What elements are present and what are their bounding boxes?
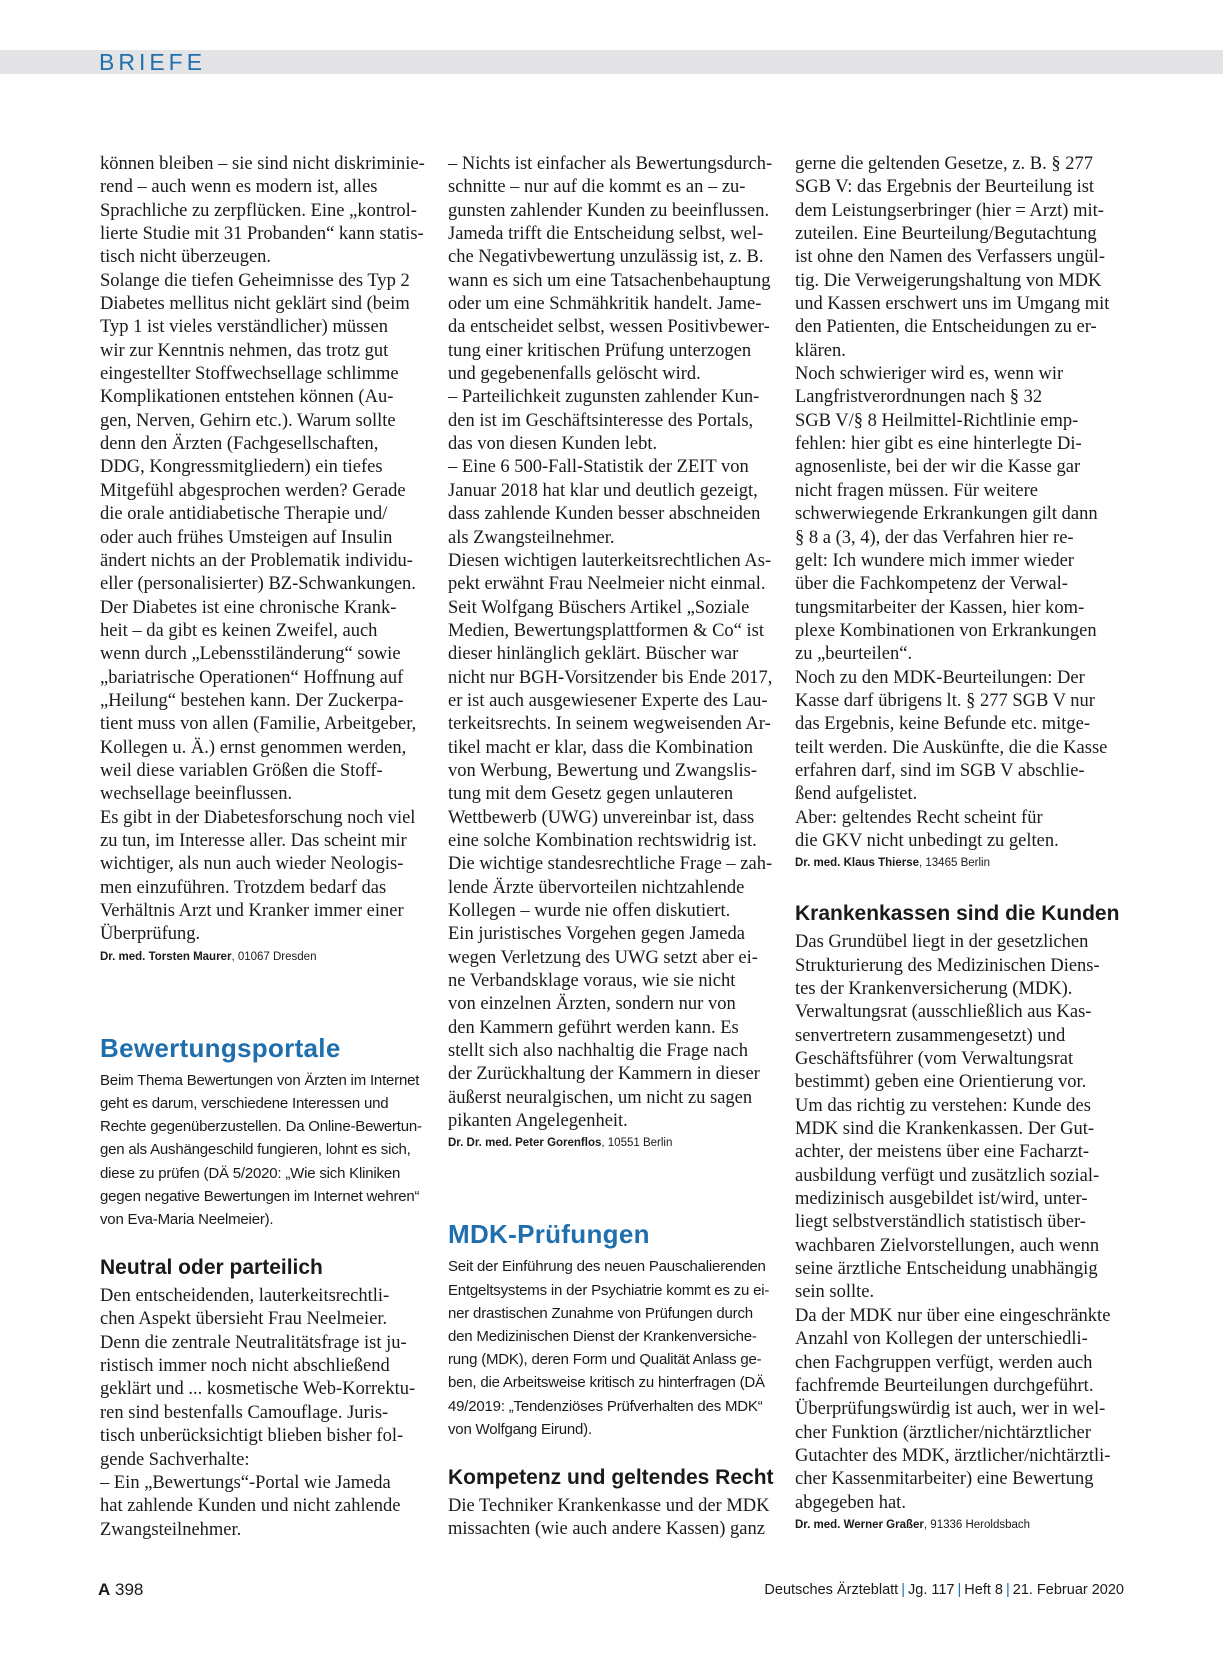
text-line: wenn durch „Lebensstiländerung“ sowie (100, 644, 401, 665)
text-line: Noch schwieriger wird es, wenn wir (795, 364, 1064, 385)
text-line: schnitte – nur auf die kommt es an – zu- (448, 177, 746, 198)
text-line: MDK sind die Krankenkassen. Der Gut- (795, 1119, 1095, 1140)
letter-maurer-body (100, 153, 440, 947)
text-line: rung (MDK), deren Form und Qualität Anlass ge- (448, 1351, 762, 1369)
text-line: er ist auch ausgewiesener Experte des Lau- (448, 690, 768, 711)
text-line: Aber: geltendes Recht scheint für (795, 807, 1043, 828)
letter-tk-body (448, 1495, 780, 1542)
text-line: 49/2019: „Tendenziöses Prüfverhalten des MDK“ (448, 1397, 763, 1415)
topic-lead (448, 1255, 780, 1441)
text-line: oder auch frühes Umsteigen auf Insulin (100, 527, 393, 548)
text-line: SGB V: das Ergebnis der Beurteilung ist (795, 177, 1095, 198)
journal-footer: Deutsches Ärzteblatt | Jg. 117 | Heft 8 | 21. Februar 2020 (764, 1582, 1124, 1598)
text-line: der Zurückhaltung der Kammern in dieser (448, 1064, 760, 1085)
text-line: – Nichts ist einfacher als Bewertungsdurch- (448, 154, 773, 174)
page-number: A 398 (98, 1580, 144, 1599)
text-line: Strukturierung des Medizinischen Diens- (795, 955, 1100, 976)
text-line: senvertretern zusammengesetzt) und (795, 1025, 1066, 1046)
text-line: tungsmitarbeiter der Kassen, hier kom- (795, 597, 1085, 618)
text-line: plexe Kombinationen von Erkrankungen (795, 620, 1097, 641)
text-line: können bleiben – sie sind nicht diskriminie- (100, 154, 425, 174)
text-line: lende Ärzte übervorteilen nichtzahlende (448, 877, 745, 898)
text-line: tung einer kritischen Prüfung unterzogen (448, 340, 752, 361)
text-line: tes der Krankenversicherung (MDK). (795, 979, 1073, 999)
text-line: zuteilen. Eine Beurteilung/Begutachtung (795, 224, 1097, 245)
text-line: achter, der meistens über eine Facharzt- (795, 1142, 1090, 1163)
text-line: die GKV nicht unbedingt zu gelten. (795, 830, 1059, 851)
column-1 (100, 153, 440, 1542)
column-3 (795, 153, 1125, 1533)
text-line: den Patienten, die Entscheidungen zu er- (795, 317, 1097, 338)
text-line: wachbaren Zielvorstellungen, auch wenn (795, 1235, 1100, 1256)
text-line: von einzelnen Ärzten, sondern nur von (448, 994, 736, 1015)
letter-signature: Dr. med. Klaus Thierse, 13465 Berlin (795, 857, 990, 870)
letter-signature: Dr. med. Torsten Maurer, 01067 Dresden (100, 950, 317, 963)
text-line: tikel macht er klar, dass die Kombination (448, 737, 753, 758)
text-line: als Zwangsteilnehmer. (448, 527, 615, 548)
text-line: Die wichtige standesrechtliche Frage – zah- (448, 854, 773, 875)
text-line: Typ 1 ist vieles verständlicher) müssen (100, 317, 388, 338)
text-line: Jameda trifft die Entscheidung selbst, wel- (448, 224, 764, 245)
text-line: gen als Aushängeschild fungieren, lohnt es sich, (100, 1141, 411, 1159)
text-line: rend – auch wenn es modern ist, alles (100, 177, 378, 198)
text-line: Es gibt in der Diabetesforschung noch viel (100, 807, 416, 828)
text-line: Diabetes mellitus nicht geklärt sind (beim (100, 294, 410, 315)
letter-thierse-body (795, 153, 1125, 853)
journal-date: 21. Februar 2020 (1012, 1582, 1124, 1598)
text-line: den Medizinischen Dienst der Krankenversiche- (448, 1328, 757, 1346)
text-line: abgegeben hat. (795, 1492, 906, 1513)
text-line: gelt: Ich wundere mich immer wieder (795, 550, 1074, 571)
text-line: wichtiger, als nun auch wieder Neologis- (100, 854, 404, 875)
text-line: bestimmt) geben eine Orientierung vor. (795, 1072, 1087, 1093)
text-line: da entscheidet selbst, wessen Positivbewer- (448, 317, 770, 338)
text-line: nicht fragen müssen. Für weitere (795, 480, 1038, 501)
text-line: tisch nicht überzeugen. (100, 247, 272, 268)
letter-neelmeier-body (100, 1285, 440, 1542)
text-line: Denn die zentrale Neutralitätsfrage ist ju- (100, 1332, 407, 1353)
text-line: seine ärztliche Entscheidung unabhängig (795, 1259, 1098, 1280)
text-line: teilt werden. Die Auskünfte, die die Kasse (795, 737, 1108, 758)
text-line: Solange die tiefen Geheimnisse des Typ 2 (100, 270, 410, 291)
text-line: che Negativbewertung unzulässig ist, z. B. (448, 247, 764, 268)
text-line: klären. (795, 340, 846, 361)
letter-heading: Neutral oder parteilich (100, 1256, 323, 1280)
text-line: Überprüfung. (100, 924, 201, 945)
text-line: und Kassen erschwert uns im Umgang mit (795, 294, 1110, 315)
text-line: äußerst neuralgischen, um nicht zu sagen (448, 1087, 753, 1108)
text-line: gerne die geltenden Gesetze, z. B. § 277 (795, 154, 1093, 174)
text-line: Noch zu den MDK-Beurteilungen: Der (795, 667, 1085, 688)
text-line: tig. Die Verweigerungshaltung von MDK (795, 270, 1102, 291)
text-line: cher Kassenmitarbeiter) eine Bewertung (795, 1469, 1094, 1490)
text-line: das Ergebnis, keine Befunde etc. mitge- (795, 714, 1091, 735)
text-line: ändert nichts an der Problematik individu- (100, 550, 413, 571)
text-line: liegt selbstverständlich statistisch über- (795, 1212, 1086, 1233)
text-line: Beim Thema Bewertungen von Ärzten im Internet (100, 1071, 420, 1089)
text-line: Rechte gegenüberzustellen. Da Online-Bewertun- (100, 1118, 422, 1136)
text-line: gegen negative Bewertungen im Internet wehren“ (100, 1187, 420, 1205)
text-line: Mitgefühl abgesprochen werden? Gerade (100, 480, 406, 501)
text-line: gen, Nerven, Gehirn etc.). Warum sollte (100, 410, 396, 431)
text-line: agnosenliste, bei der wir die Kasse gar (795, 457, 1081, 478)
text-line: § 8 a (3, 4), der das Verfahren hier re- (795, 527, 1074, 548)
text-line: Da der MDK nur über eine eingeschränkte (795, 1305, 1111, 1326)
text-line: nicht nur BGH-Vorsitzender bis Ende 2017, (448, 667, 773, 688)
text-line: zu „beurteilen“. (795, 644, 913, 665)
text-line: Das Grundübel liegt in der gesetzlichen (795, 932, 1089, 953)
text-line: chen Fachgruppen verfügt, werden auch (795, 1352, 1093, 1373)
topic-heading: MDK-Prüfungen (448, 1219, 650, 1250)
text-line: ausbildung verfügt und zusätzlich sozial- (795, 1165, 1100, 1186)
text-line: Der Diabetes ist eine chronische Krank- (100, 597, 397, 618)
text-line: ben, die Arbeitsweise kritisch zu hinterfragen (DÄ (448, 1374, 765, 1392)
text-line: Wettbewerb (UWG) unvereinbar ist, dass (448, 807, 755, 828)
text-line: – Ein „Bewertungs“-Portal wie Jameda (100, 1472, 391, 1493)
text-line: fachfremde Beurteilungen durchgeführt. (795, 1375, 1094, 1396)
text-line: dem Leistungserbringer (hier = Arzt) mit- (795, 200, 1104, 221)
text-line: gunsten zahlender Kunden zu beeinflussen. (448, 200, 770, 221)
text-line: hat zahlende Kunden und nicht zahlende (100, 1496, 401, 1517)
text-line: tient muss von allen (Familie, Arbeitgeber, (100, 714, 417, 735)
text-line: Komplikationen entstehen können (Au- (100, 387, 394, 408)
text-line: und gegebenenfalls gelöscht wird. (448, 364, 701, 385)
text-line: über die Fachkompetenz der Verwal- (795, 574, 1068, 595)
text-line: – Eine 6 500-Fall-Statistik der ZEIT von (448, 457, 749, 478)
text-line: medizinisch ausgebildet ist/wird, unter- (795, 1189, 1088, 1210)
text-line: lierte Studie mit 31 Probanden“ kann statis- (100, 224, 424, 245)
text-line: wechsellage beeinflussen. (100, 784, 293, 805)
text-line: schwerwiegende Erkrankungen gilt dann (795, 504, 1098, 525)
text-line: Anzahl von Kollegen der unterschiedli- (795, 1329, 1088, 1350)
text-line: ristisch immer noch nicht abschließend (100, 1356, 390, 1377)
text-line: eine solche Kombination rechtswidrig ist. (448, 830, 757, 851)
text-line: eller (personalisierter) BZ-Schwankungen. (100, 574, 416, 595)
text-line: „bariatrische Operationen“ Hoffnung auf (100, 667, 404, 688)
text-line: missachten (wie auch andere Kassen) ganz (448, 1519, 765, 1540)
text-line: pekt erwähnt Frau Neelmeier nicht einmal. (448, 574, 766, 595)
text-line: Geschäftsführer (vom Verwaltungsrat (795, 1049, 1074, 1070)
text-line: Um das richtig zu verstehen: Kunde des (795, 1095, 1091, 1116)
text-line: Entgeltsystems in der Psychiatrie kommt es zu ei- (448, 1281, 770, 1299)
text-line: – Parteilichkeit zugunsten zahlender Kun- (448, 387, 760, 408)
text-line: oder um eine Schmähkritik handelt. Jame- (448, 294, 762, 315)
text-line: Überprüfungswürdig ist auch, wer in wel- (795, 1399, 1106, 1420)
text-line: „Heilung“ bestehen kann. Der Zuckerpa- (100, 690, 404, 711)
text-line: das von diesen Kunden lebt. (448, 434, 658, 455)
text-line: Die Techniker Krankenkasse und der MDK (448, 1496, 770, 1517)
letter-gorenflos-body (448, 153, 780, 1133)
text-line: dass zahlende Kunden besser abschneiden (448, 504, 761, 525)
topic-heading: Bewertungsportale (100, 1032, 341, 1063)
text-line: ßend aufgelistet. (795, 784, 918, 805)
letter-signature: Dr. med. Werner Graßer, 91336 Heroldsbach (795, 1518, 1031, 1531)
text-line: den Kammern geführt werden kann. Es (448, 1017, 739, 1038)
text-line: Langfristverordnungen nach § 32 (795, 387, 1043, 408)
topic-lead (100, 1069, 440, 1231)
text-line: chen Aspekt übersieht Frau Neelmeier. (100, 1309, 388, 1330)
text-line: ren sind bestenfalls Camouflage. Juris- (100, 1402, 389, 1423)
text-line: ne Verbandsklage voraus, wie sie nicht (448, 971, 736, 992)
text-line: zu tun, im Interesse aller. Das scheint mir (100, 830, 407, 851)
text-line: Kollegen u. Ä.) ernst genommen werden, (100, 737, 407, 758)
column-2 (448, 153, 780, 1542)
text-line: Kollegen – wurde nie offen diskutiert. (448, 901, 731, 921)
text-line: Januar 2018 hat klar und deutlich gezeigt, (448, 480, 758, 501)
text-line: wann es sich um eine Tatsachenbehauptung (448, 270, 771, 291)
text-line: pikanten Angelegenheit. (448, 1111, 628, 1132)
text-line: Seit der Einführung des neuen Pauschalierenden (448, 1258, 766, 1276)
text-line: den ist im Geschäftsinteresse des Portals, (448, 410, 754, 431)
text-line: DDG, Kongressmitgliedern) ein tiefes (100, 457, 383, 478)
text-line: tung mit dem Gesetz gegen unlauteren (448, 784, 734, 805)
text-line: die orale antidiabetische Therapie und/ (100, 504, 388, 525)
journal-issue: Heft 8 (964, 1582, 1003, 1598)
text-line: geht es darum, verschiedene Interessen und (100, 1094, 389, 1112)
letter-grasser-body (795, 931, 1125, 1515)
text-line: Zwangsteilnehmer. (100, 1519, 242, 1540)
text-line: gende Sachverhalte: (100, 1449, 250, 1470)
text-line: sein sollte. (795, 1282, 875, 1303)
text-line: ner drastischen Zunahme von Prüfungen durch (448, 1304, 753, 1322)
text-line: denn den Ärzten (Fachgesellschaften, (100, 434, 379, 455)
journal-name: Deutsches Ärzteblatt (764, 1582, 899, 1598)
text-line: von Werbung, Bewertung und Zwangslis- (448, 760, 758, 781)
text-line: erfahren darf, sind im SGB V abschlie- (795, 760, 1085, 781)
text-line: Gutachter des MDK, ärztlicher/nichtärztli- (795, 1445, 1111, 1466)
text-line: eingestellter Stoffwechsellage schlimme (100, 364, 399, 385)
text-line: weil diese variablen Größen die Stoff- (100, 760, 383, 781)
text-line: von Wolfgang Eirund). (448, 1420, 592, 1438)
text-line: Medien, Bewertungsplattformen & Co“ ist (448, 620, 764, 641)
text-line: Verwaltungsrat (ausschließlich aus Kas- (795, 1002, 1092, 1023)
text-line: ist ohne den Namen des Verfassers ungül- (795, 247, 1105, 268)
text-line: Kasse darf übrigens lt. § 277 SGB V nur (795, 690, 1095, 711)
letter-signature: Dr. Dr. med. Peter Gorenflos, 10551 Berlin (448, 1137, 673, 1150)
text-line: Den entscheidenden, lauterkeitsrechtli- (100, 1286, 390, 1307)
text-line: von Eva-Maria Neelmeier). (100, 1210, 274, 1228)
text-line: geklärt und ... kosmetische Web-Korrektu- (100, 1379, 416, 1400)
letter-heading: Kompetenz und geltendes Recht (448, 1466, 774, 1490)
section-label: BRIEFE (99, 49, 207, 75)
text-line: fehlen: hier gibt es eine hinterlegte Di- (795, 434, 1082, 455)
text-line: tisch unberücksichtigt blieben bisher fol- (100, 1426, 404, 1447)
text-line: Verhältnis Arzt und Kranker immer einer (100, 901, 404, 921)
text-line: terkeitsrechts. In seinem wegweisenden Ar- (448, 714, 771, 735)
text-line: SGB V/§ 8 Heilmittel-Richtlinie emp- (795, 410, 1079, 431)
text-line: dieser hinlänglich geklärt. Büscher war (448, 644, 739, 665)
text-line: diese zu prüfen (DÄ 5/2020: „Wie sich Kliniken (100, 1164, 401, 1182)
text-line: cher Funktion (ärztlicher/nichtärztlicher (795, 1422, 1091, 1443)
text-line: Sprachliche zu zerpflücken. Eine „kontrol- (100, 200, 417, 221)
text-line: stellt sich also nachhaltig die Frage nach (448, 1041, 749, 1062)
journal-volume: Jg. 117 (908, 1582, 955, 1598)
text-line: heit – da gibt es keinen Zweifel, auch (100, 620, 378, 641)
text-line: Seit Wolfgang Büschers Artikel „Soziale (448, 597, 750, 618)
text-line: men einzuführen. Trotzdem bedarf das (100, 877, 387, 898)
text-line: Diesen wichtigen lauterkeitsrechtlichen As- (448, 550, 772, 571)
text-line: Ein juristisches Vorgehen gegen Jameda (448, 924, 745, 945)
letter-heading: Krankenkassen sind die Kunden (795, 902, 1120, 926)
text-line: wegen Verletzung des UWG setzt aber ei- (448, 947, 758, 968)
text-line: wir zur Kenntnis nehmen, das trotz gut (100, 340, 389, 361)
